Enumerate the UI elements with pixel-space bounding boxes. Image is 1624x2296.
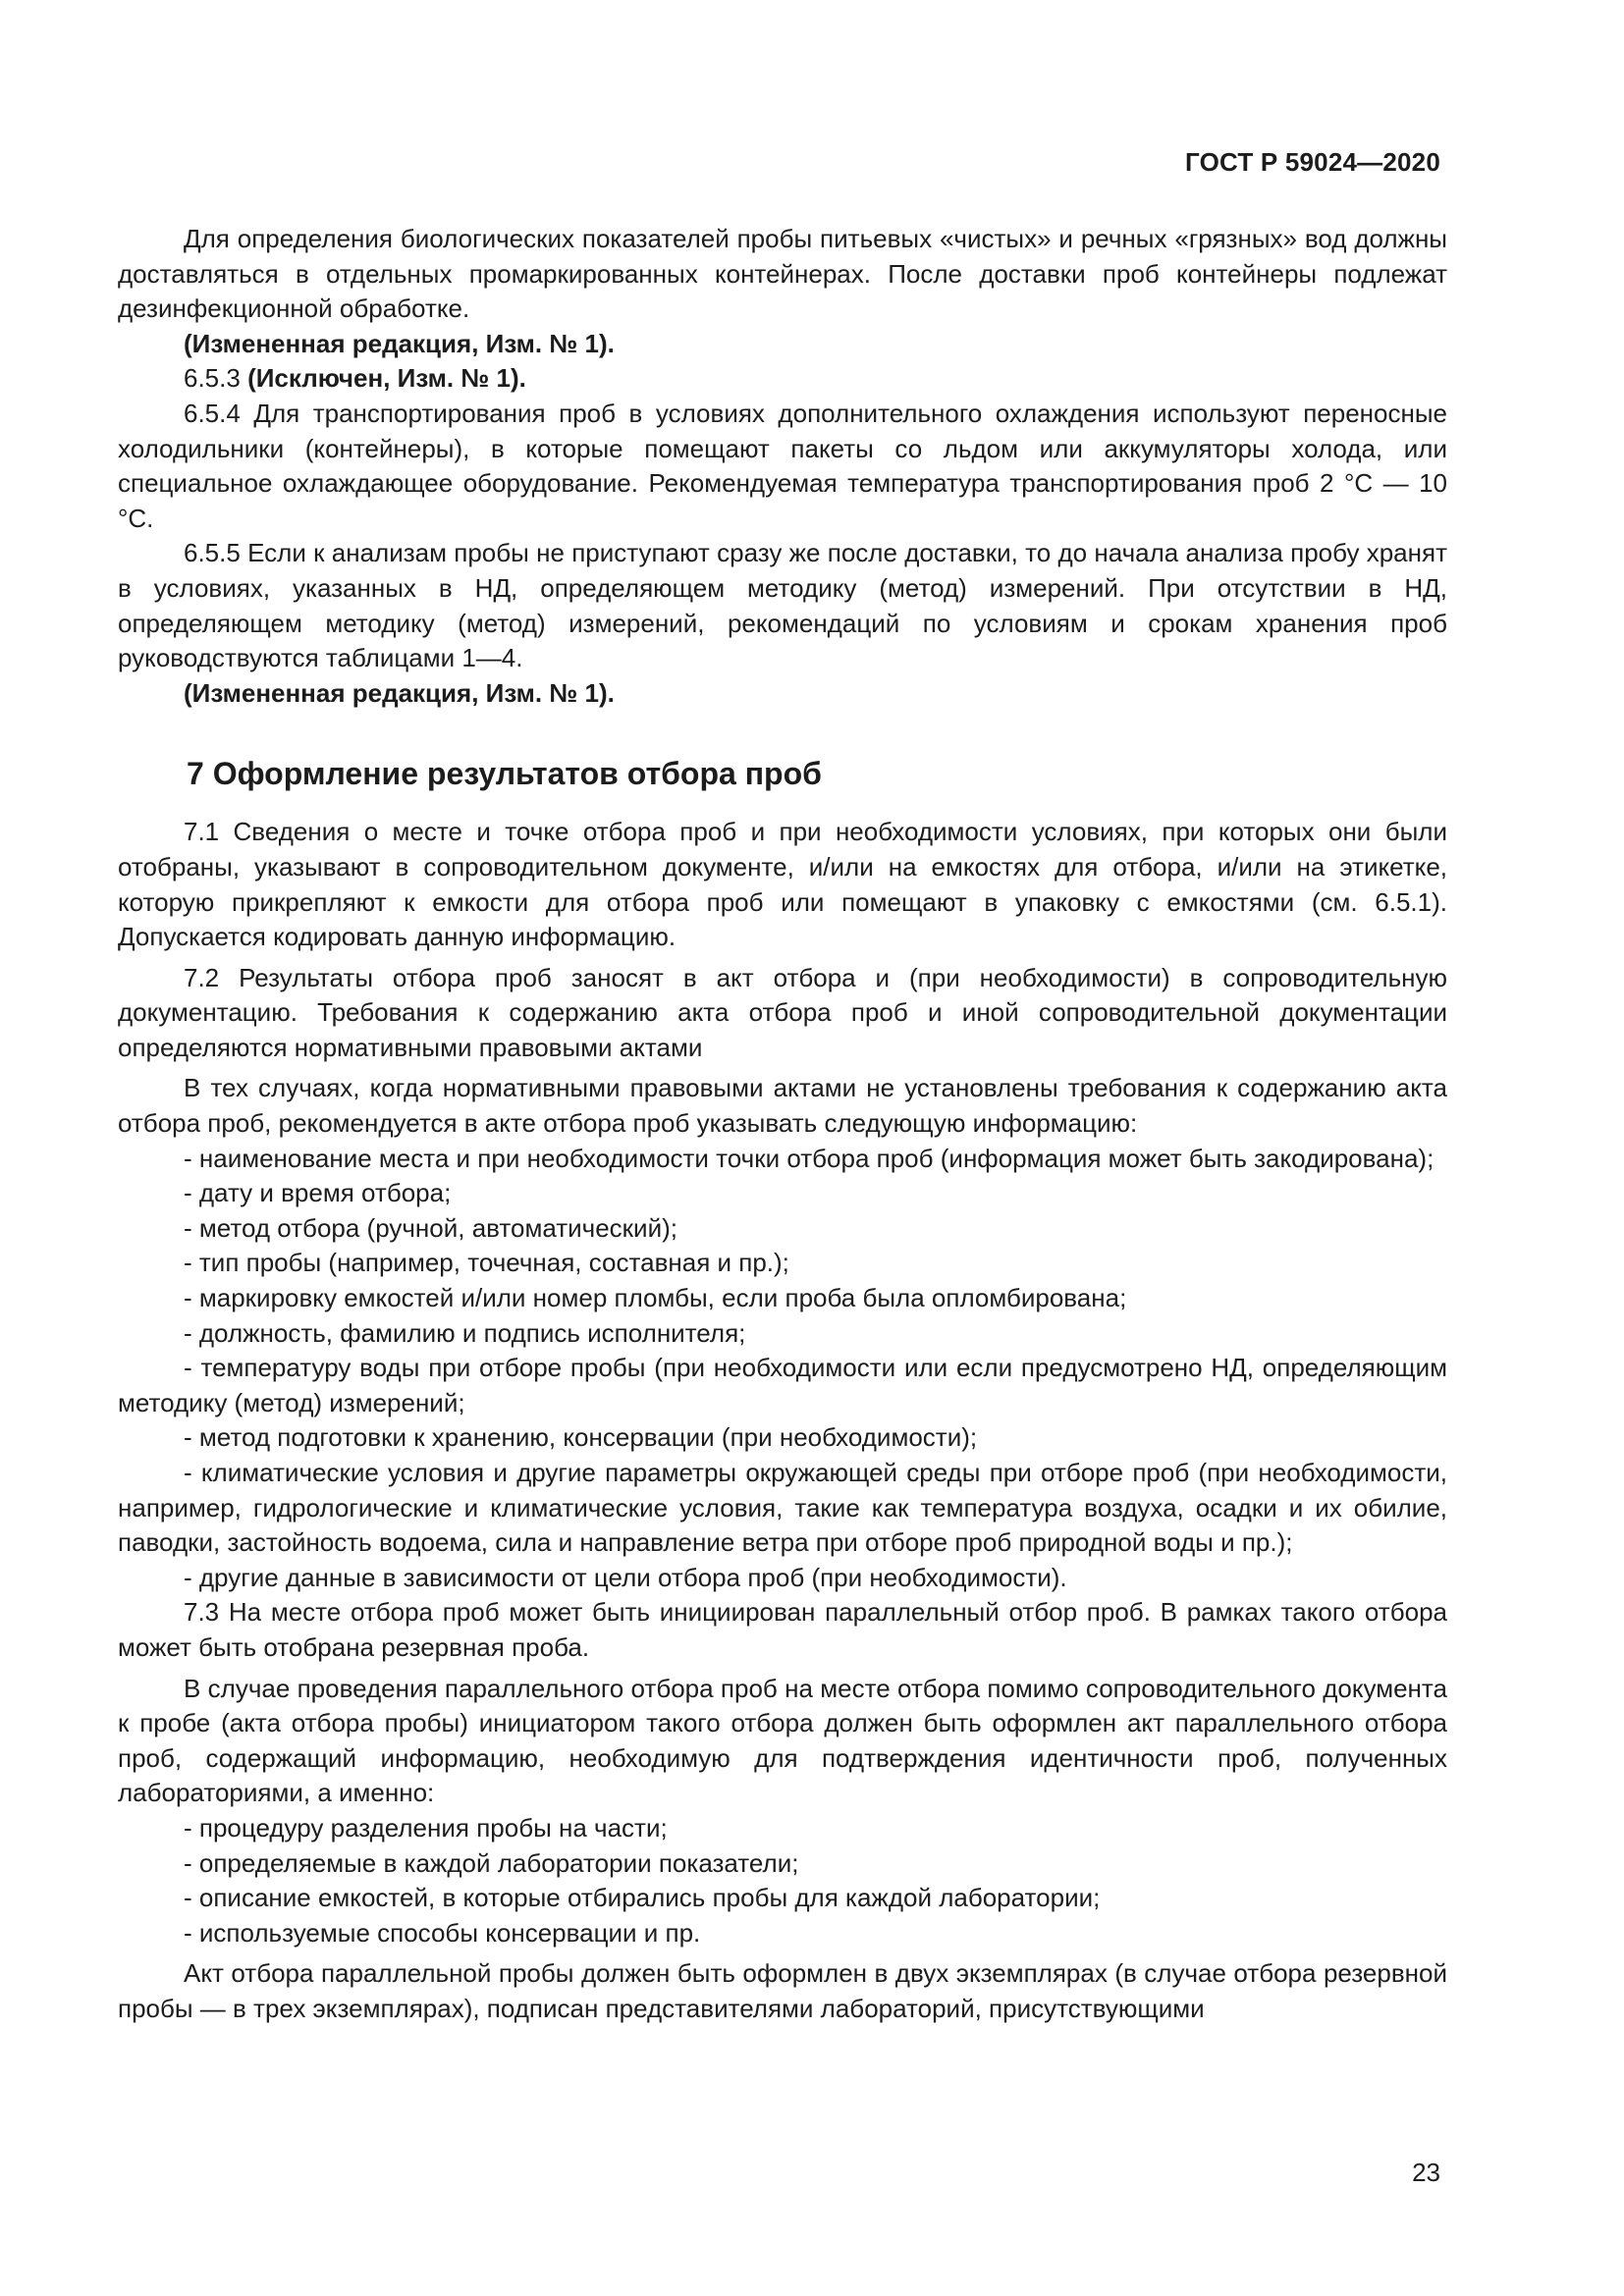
- amendment-note: (Измененная редакция, Изм. № 1).: [184, 677, 615, 708]
- clause-6-5-3: [118, 361, 1447, 397]
- list-item: - используемые способы консервации и пр.: [184, 1917, 701, 1948]
- clause-6-5-4: 6.5.4 Для транспортирования проб в условиях дополнительного охлаждения используют переносные холодильники (контейнеры), в которые помещают пакеты со льдом или аккумуляторы холода, или специальное охлаждающее оборудование. Рекомендуемая температура транспортирования проб 2 °С — 10 °С.: [118, 398, 1447, 533]
- list-item: - процедуру разделения пробы на части;: [184, 1812, 668, 1842]
- list-item: - метод отбора (ручной, автоматический);: [184, 1212, 677, 1243]
- clause-7-1: 7.1 Сведения о месте и точке отбора проб и при необходимости условиях, при которых они были отобраны, указывают в сопроводительном документе, и/или на емкостях для отбора, и/или на этикетке, которую прикрепляют к емкости для отбора проб или помещают в упаковку с емкостями (см. 6.5.1). Допускается кодировать данную информацию.: [118, 817, 1447, 952]
- clause-number: 6.5.3: [184, 363, 241, 394]
- list-item: - тип пробы (например, точечная, составная и пр.);: [184, 1248, 789, 1278]
- section-7-title: 7 Оформление результатов отбора проб: [187, 756, 822, 792]
- document-body: [118, 222, 1447, 2027]
- document-header: ГОСТ Р 59024—2020: [1185, 147, 1440, 177]
- list-item: - описание емкостей, в которые отбирались пробы для каждой лаборатории;: [184, 1883, 1101, 1913]
- list-item: - метод подготовки к хранению, консервации (при необходимости);: [184, 1422, 978, 1453]
- list-item: - маркировку емкостей и/или номер пломбы, если проба была опломбирована;: [184, 1283, 1127, 1313]
- list-item: - должность, фамилию и подпись исполнителя;: [184, 1317, 746, 1348]
- list-item: - другие данные в зависимости от цели отбора проб (при необходимости).: [184, 1562, 1067, 1592]
- clause-6-5-5: 6.5.5 Если к анализам пробы не приступают сразу же после доставки, то до начала анализа пробу хранят в условиях, указанных в НД, определяющем методику (метод) измерений. При отсутствии в НД, определяющем методику (метод) измерений, рекомендаций по условиям и срокам хранения проб руководствуются таблицами 1—4.: [118, 538, 1447, 673]
- list-item: - температуру воды при отборе пробы (при необходимости или если предусмотрено НД, определяющим методику (метод) измерений;: [118, 1353, 1447, 1417]
- list-item: - климатические условия и другие параметры окружающей среды при отборе проб (при необходимости, например, гидрологические и климатические условия, такие как температура воздуха, осадки и их обилие, паводки, застойность водоема, сила и направление ветра при отборе проб природной воды и пр.);: [118, 1458, 1447, 1558]
- amendment-note: (Измененная редакция, Изм. № 1).: [184, 328, 615, 358]
- list-item: - определяемые в каждой лаборатории показатели;: [184, 1847, 799, 1878]
- clause-7-2: 7.2 Результаты отбора проб заносят в акт отбора и (при необходимости) в сопроводительную документацию. Требования к содержанию акта отбора проб и иной сопроводительной документации определяются нормативными правовыми актами: [118, 962, 1447, 1062]
- list-item: - наименование места и при необходимости точки отбора проб (информация может быть закодирована);: [184, 1143, 1435, 1173]
- clause-7-3: 7.3 На месте отбора проб может быть инициирован параллельный отбор проб. В рамках такого отбора может быть отобрана резервная проба.: [118, 1597, 1447, 1662]
- paragraph-parallel-act: Акт отбора параллельной пробы должен быть оформлен в двух экземплярах (в случае отбора резервной пробы — в трех экземплярах), подписан представителями лабораторий, присутствующими: [118, 1958, 1447, 2023]
- clause-excluded-note: (Исключен, Изм. № 1).: [247, 363, 526, 394]
- paragraph-parallel-sampling: В случае проведения параллельного отбора проб на месте отбора помимо сопроводительного документа к пробе (акта отбора пробы) инициатором такого отбора должен быть оформлен акт параллельного отбора проб, содержащий информацию, необходимую для подтверждения идентичности проб, полученных лабораториями, а именно:: [118, 1673, 1447, 1808]
- page-number: 23: [1412, 2158, 1440, 2187]
- list-item: - дату и время отбора;: [184, 1178, 452, 1208]
- paragraph-act-info: В тех случаях, когда нормативными правовыми актами не установлены требования к содержанию акта отбора проб, рекомендуется в акте отбора проб указывать следующую информацию:: [118, 1073, 1447, 1139]
- paragraph-bio-samples: Для определения биологических показателей пробы питьевых «чистых» и речных «грязных» вод должны доставляться в отдельных промаркированных контейнерах. После доставки проб контейнеры подлежат дезинфекционной обработке.: [118, 224, 1447, 324]
